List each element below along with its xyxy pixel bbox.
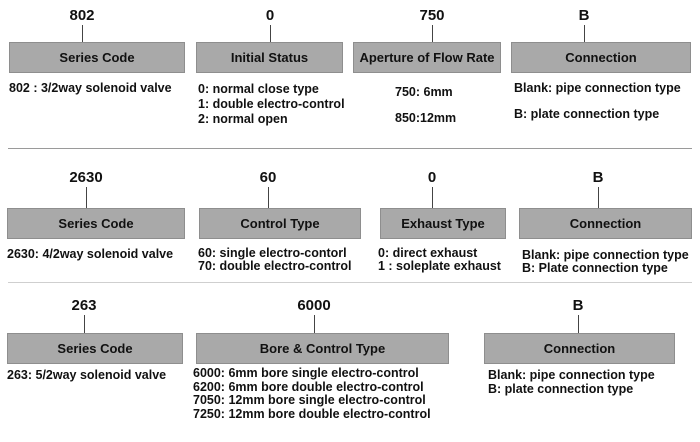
- row1-aperture-label: Aperture of Flow Rate: [353, 42, 501, 73]
- row2-exhaust-type-label: Exhaust Type: [380, 208, 506, 239]
- row3-connection-description: Blank: pipe connection type B: plate connection type: [488, 368, 655, 396]
- row3-connector-line: [314, 315, 315, 333]
- section-separator: [8, 282, 692, 283]
- row2-control-description: 60: single electro-contorl 70: double electro-control: [198, 246, 352, 273]
- row1-connector-line: [270, 25, 271, 42]
- row1-status-description: 0: normal close type 1: double electro-control 2: normal open: [198, 82, 345, 126]
- row1-series-code-value: 802: [69, 7, 95, 24]
- row1-aperture-description: 750: 6mm 850:12mm: [395, 85, 457, 125]
- section-separator: [8, 148, 692, 149]
- row3-bore-description: 6000: 6mm bore single electro-control 6200: 6mm bore double electro-control 7050: 12mm bore single electro-control 7250: 12mm bore double electro-control: [193, 366, 431, 421]
- row2-series-description: 2630: 4/2way solenoid valve: [7, 247, 174, 261]
- row3-connector-line: [84, 315, 85, 333]
- row2-control-type-value: 60: [259, 169, 277, 186]
- row2-connector-line: [598, 187, 599, 208]
- row3-connection-label: Connection: [484, 333, 675, 364]
- row1-connector-line: [82, 25, 83, 42]
- row1-series-description: 802 : 3/2way solenoid valve: [9, 81, 172, 95]
- row2-connector-line: [268, 187, 269, 208]
- row3-connection-value: B: [572, 297, 584, 314]
- row3-series-code-value: 263: [71, 297, 97, 314]
- row1-series-code-label: Series Code: [9, 42, 185, 73]
- row2-connection-label: Connection: [519, 208, 692, 239]
- row1-connection-label: Connection: [511, 42, 691, 73]
- row2-exhaust-type-value: 0: [427, 169, 437, 186]
- row2-series-code-label: Series Code: [7, 208, 185, 239]
- row1-initial-status-value: 0: [265, 7, 275, 24]
- row1-connection-value: B: [578, 7, 590, 24]
- row3-bore-control-label: Bore & Control Type: [196, 333, 449, 364]
- row2-exhaust-description: 0: direct exhaust 1 : soleplate exhaust: [378, 246, 501, 273]
- row2-series-code-value: 2630: [69, 169, 103, 186]
- row3-bore-control-value: 6000: [297, 297, 331, 314]
- row1-initial-status-label: Initial Status: [196, 42, 343, 73]
- row2-connection-value: B: [592, 169, 604, 186]
- row3-series-code-label: Series Code: [7, 333, 183, 364]
- row2-connector-line: [432, 187, 433, 208]
- row2-control-type-label: Control Type: [199, 208, 361, 239]
- row2-connector-line: [86, 187, 87, 208]
- row1-connection-description: Blank: pipe connection type B: plate connection type: [514, 81, 681, 121]
- row2-connection-description: Blank: pipe connection type B: Plate connection type: [522, 248, 689, 275]
- row1-aperture-value: 750: [419, 7, 445, 24]
- row3-series-description: 263: 5/2way solenoid valve: [7, 368, 167, 382]
- row1-connector-line: [584, 25, 585, 42]
- row1-connector-line: [432, 25, 433, 42]
- row3-connector-line: [578, 315, 579, 333]
